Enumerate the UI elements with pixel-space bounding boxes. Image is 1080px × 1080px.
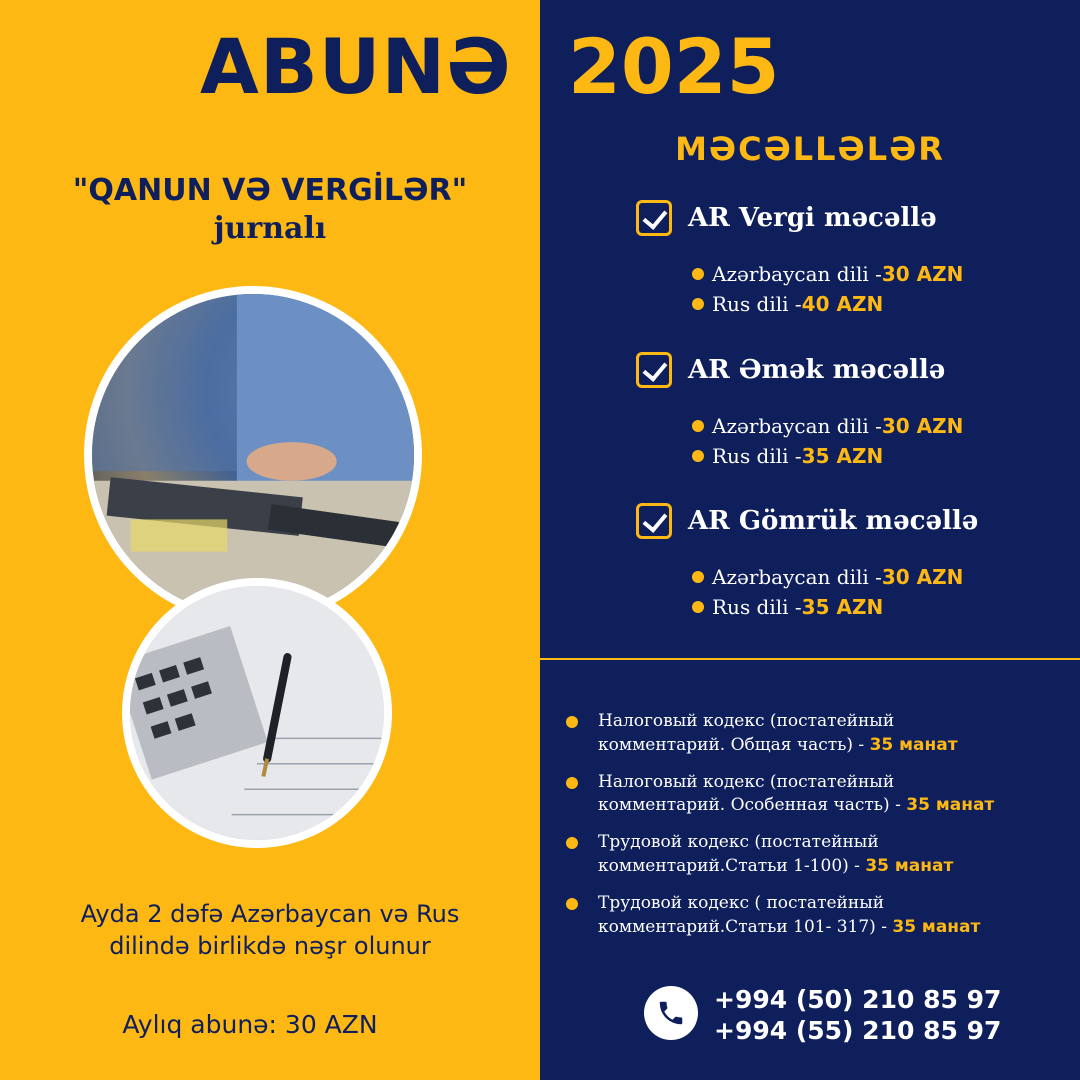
monthly-subscription-price: Aylıq abunə: 30 AZN (122, 1010, 378, 1039)
code-name: AR Vergi məcəllə (688, 203, 937, 233)
bullet-dot-icon (566, 837, 578, 849)
price-label: Rus dili - (712, 444, 802, 468)
price-item-ru (692, 444, 1056, 468)
code-title-row (636, 200, 1056, 236)
item-line2: комментарий. Общая часть) - (598, 734, 870, 755)
price-value: 35 AZN (801, 444, 884, 468)
item-price: 35 манат (906, 795, 995, 816)
code-name: AR Gömrük məcəllə (688, 506, 979, 536)
code-title-row (636, 352, 1056, 388)
bullet-dot-icon (566, 716, 578, 728)
checkbox-icon (636, 200, 672, 236)
price-label: Azərbaycan dili - (712, 565, 882, 589)
code-block-vergi (636, 200, 1056, 322)
code-name: AR Əmək məcəllə (688, 355, 946, 385)
price-value: 30 AZN (881, 262, 964, 286)
price-list (692, 262, 1056, 316)
list-item (566, 710, 1076, 758)
bullet-dot-icon (692, 571, 704, 583)
price-list (692, 565, 1056, 619)
bullet-dot-icon (692, 268, 704, 280)
price-label: Rus dili - (712, 595, 802, 619)
phone-number-2[interactable]: +994 (55) 210 85 97 (714, 1016, 1002, 1046)
bullet-dot-icon (566, 898, 578, 910)
title-abune: ABUNƏ (200, 22, 512, 111)
price-item-ru (692, 292, 1056, 316)
publication-note-line2: dilində birlikdə nəşr olunur (109, 932, 431, 961)
item-price: 35 манат (865, 855, 954, 876)
title-year: 2025 (568, 22, 780, 111)
bullet-dot-icon (566, 777, 578, 789)
checkbox-icon (636, 352, 672, 388)
list-item (566, 892, 1076, 940)
bullet-dot-icon (692, 450, 704, 462)
price-label: Azərbaycan dili - (712, 262, 882, 286)
item-line2: комментарий.Статьи 101- 317) - (598, 916, 893, 937)
price-item-az (692, 414, 1056, 438)
item-line2: комментарий. Особенная часть) - (598, 795, 907, 816)
price-value: 30 AZN (881, 565, 964, 589)
bullet-dot-icon (692, 298, 704, 310)
publication-note (0, 898, 540, 963)
phone-number-1[interactable]: +994 (50) 210 85 97 (714, 985, 1002, 1014)
codes-heading: MƏCƏLLƏLƏR (675, 130, 945, 168)
journal-title (0, 172, 540, 247)
russian-commentary-list (566, 710, 1076, 952)
price-value: 40 AZN (801, 292, 884, 316)
phone-icon (644, 986, 698, 1040)
journal-name: "QANUN VƏ VERGİLƏR" (72, 173, 468, 208)
price-item-az (692, 262, 1056, 286)
item-price: 35 манат (869, 734, 958, 755)
item-line1: Трудовой кодекс ( постатейный (598, 892, 885, 913)
code-block-emek (636, 352, 1056, 474)
checkbox-icon (636, 503, 672, 539)
code-block-gomruk (636, 503, 1056, 625)
price-list (692, 414, 1056, 468)
item-line1: Трудовой кодекс (постатейный (598, 832, 879, 853)
price-value: 30 AZN (881, 414, 964, 438)
price-item-az (692, 565, 1056, 589)
price-label: Rus dili - (712, 292, 802, 316)
item-price: 35 манат (892, 916, 981, 937)
journal-subtitle: jurnalı (213, 210, 327, 246)
price-item-ru (692, 595, 1056, 619)
bullet-dot-icon (692, 601, 704, 613)
bullet-dot-icon (692, 420, 704, 432)
code-title-row (636, 503, 1056, 539)
item-line1: Налоговый кодекс (постатейный (598, 771, 895, 792)
price-label: Azərbaycan dili - (712, 414, 882, 438)
section-divider (540, 658, 1080, 660)
price-value: 35 AZN (801, 595, 884, 619)
item-line1: Налоговый кодекс (постатейный (598, 711, 895, 731)
list-item (566, 771, 1076, 819)
photo-calculator-pen (122, 578, 392, 848)
list-item (566, 831, 1076, 879)
phone-numbers (714, 984, 1001, 1047)
publication-note-line1: Ayda 2 dəfə Azərbaycan və Rus (80, 900, 460, 928)
item-line2: комментарий.Статьи 1-100) - (598, 855, 866, 876)
photo-accountant-calculator (84, 286, 422, 624)
